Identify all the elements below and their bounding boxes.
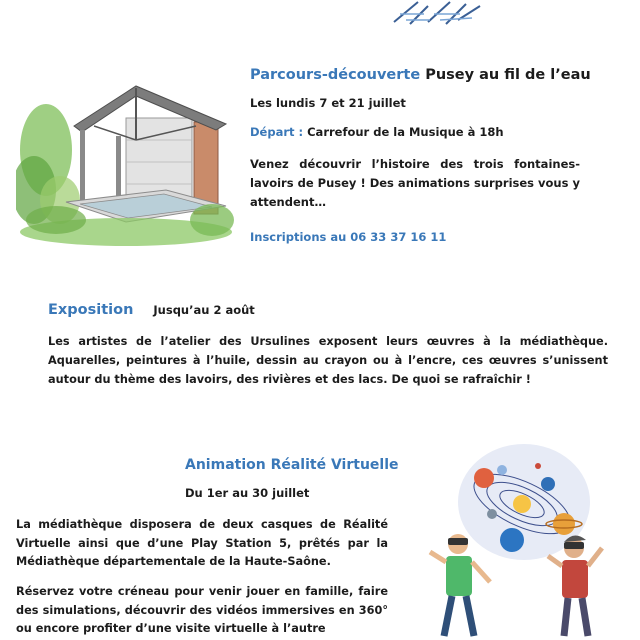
parcours-depart-value: Carrefour de la Musique à 18h: [303, 125, 504, 139]
parcours-depart: [250, 125, 504, 139]
deckchairs-icon: [388, 0, 484, 26]
vr-dates: Du 1er au 30 juillet: [185, 486, 310, 500]
exposition-description: Les artistes de l’atelier des Ursulines exposent leurs œuvres à la médiathèque. Aquarelles, peintures à l’huile, dessin au crayon ou à l’encre, ces œuvres s’unissent autour du thème des lavoirs, des rivières et des lacs. De quoi se rafraîchir !: [48, 335, 608, 386]
vr-paragraph-2: Réservez votre créneau pour venir jouer en famille, faire des simulations, découvrir des vidéos immersives en 360° ou encore profiter d’une visite virtuelle à l’autre: [16, 585, 388, 635]
exposition-title: Exposition: [48, 302, 134, 318]
exposition-header: [48, 299, 255, 318]
parcours-depart-label: Départ :: [250, 125, 304, 139]
parcours-title: [250, 67, 591, 83]
vr-paragraph-1: La médiathèque disposera de deux casques de Réalité Virtuelle ainsi que d’une Play Station 5, prêtés par la Médiathèque départementale de la Haute-Saône.: [16, 518, 388, 568]
parcours-title-rest: Pusey au fil de l’eau: [420, 67, 591, 83]
vr-title: Animation Réalité Virtuelle: [185, 457, 399, 473]
vr-illustration: [424, 440, 634, 640]
parcours-title-highlight: Parcours-découverte: [250, 67, 421, 83]
lavoir-illustration: [16, 70, 236, 248]
parcours-description: Venez découvrir l’histoire des trois fontaines-lavoirs de Pusey ! Des animations surprises vous y attendent…: [250, 157, 580, 209]
parcours-inscriptions: Inscriptions au 06 33 37 16 11: [250, 230, 447, 244]
parcours-dates: Les lundis 7 et 21 juillet: [250, 96, 406, 110]
exposition-dates: Jusqu’au 2 août: [153, 303, 255, 317]
